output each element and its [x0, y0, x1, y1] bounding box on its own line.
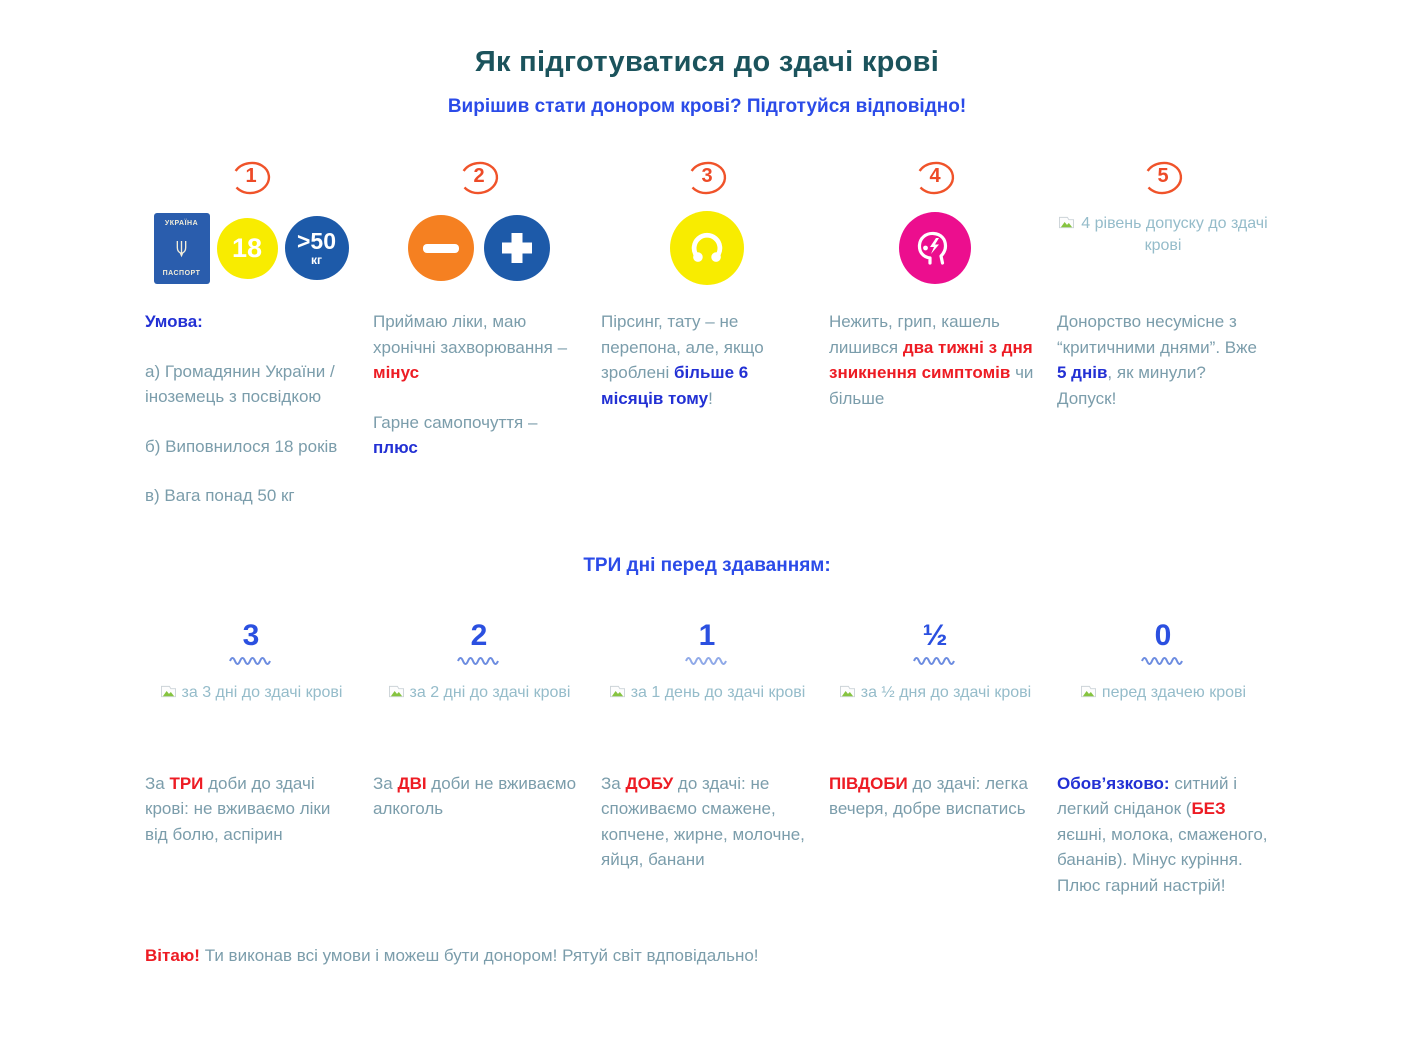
- day2-text: За ДВІ доби не вживаємо алкоголь: [373, 773, 577, 818]
- step1-heading: Умова:: [145, 312, 203, 331]
- day-number-block: [1057, 618, 1269, 671]
- step-column-3: [601, 158, 813, 509]
- day-caption: [373, 683, 585, 741]
- step4-icons: [829, 211, 1041, 285]
- wavy-underline-icon: [912, 653, 958, 666]
- wavy-underline-icon: [684, 653, 730, 666]
- day0-text: Обов’язково: ситний і легкий сніданок (БЕЗ яєшні, молока, смаженого, бананів). Мінус куріння. Плюс гарний настрій!: [1057, 773, 1268, 895]
- broken-image-icon: [839, 684, 856, 699]
- day-number: ½: [922, 618, 948, 652]
- day-caption: [601, 683, 813, 741]
- day-column-3: [145, 618, 357, 899]
- step-number: 5: [1157, 165, 1169, 187]
- broken-image-icon: [1058, 215, 1075, 230]
- day-number: 0: [1154, 618, 1172, 652]
- day-caption-text: за ½ дня до здачі крові: [860, 683, 1032, 701]
- passport-icon: [154, 213, 210, 284]
- plus-icon: [484, 215, 550, 281]
- day-number-block: [145, 618, 357, 671]
- day3-text: За ТРИ доби до здачі крові: не вживаємо ліки від болю, аспірин: [145, 773, 331, 844]
- day-caption-text: за 3 дні до здачі крові: [181, 683, 343, 701]
- passport-country-label: УКРАЇНА: [164, 219, 199, 227]
- step1-icons: [145, 211, 357, 285]
- broken-image-icon: [1080, 684, 1097, 699]
- trident-icon: [174, 239, 189, 258]
- day-column-2: [373, 618, 585, 899]
- passport-doc-label: ПАСПОРТ: [162, 269, 201, 277]
- day-half-text: ПІВДОБИ до здачі: легка вечеря, добре виспатись: [829, 773, 1028, 818]
- day-number-block: [601, 618, 813, 671]
- head-with-lightning-glyph: [913, 226, 957, 270]
- minus-icon: [408, 215, 474, 281]
- days-row: [145, 618, 1269, 899]
- day-number-block: [373, 618, 585, 671]
- weight-unit: кг: [310, 253, 322, 267]
- step2-para-2: Гарне самопочуття – плюс: [373, 412, 538, 457]
- day-caption-text: перед здачею крові: [1101, 683, 1247, 701]
- sick-head-icon: [899, 212, 971, 284]
- broken-image-icon: [160, 684, 177, 699]
- piercing-ring-glyph: [686, 227, 728, 269]
- step1-para-b: б) Виповнилося 18 років: [145, 436, 338, 456]
- step3-icons: [601, 211, 813, 285]
- page-subtitle: Вирішив стати донором крові? Підготуйся відповідно!: [447, 96, 967, 117]
- step1-para-a: а) Громадянин України / іноземець з посвідкою: [145, 361, 335, 406]
- day-number: 2: [470, 618, 488, 652]
- age-18-badge: [217, 218, 278, 279]
- wavy-underline-icon: [456, 653, 502, 666]
- image-alt-text: 4 рівень допуску до здачі крові: [1081, 215, 1268, 254]
- day-number-block: [829, 618, 1041, 671]
- step-number-circle: [684, 158, 730, 198]
- missing-image-placeholder: [1057, 211, 1269, 256]
- page-title: Як підготуватися до здачі крові: [474, 46, 940, 78]
- broken-image-icon: [388, 684, 405, 699]
- day-column-1: [601, 618, 813, 899]
- step2-icons: [373, 211, 585, 285]
- plus-glyph: [497, 228, 537, 268]
- step4-para: Нежить, грип, кашель лишився два тижні з дня зникнення симптомів чи більше: [829, 312, 1034, 408]
- day1-text: За ДОБУ до здачі: не споживаємо смажене, копчене, жирне, молочне, яйця, банани: [601, 773, 805, 869]
- step1-para-c: в) Вага понад 50 кг: [145, 486, 295, 505]
- day-column-0: [1057, 618, 1269, 899]
- piercing-icon: [670, 211, 744, 285]
- wavy-underline-icon: [1140, 653, 1186, 666]
- step-column-5: [1057, 158, 1269, 509]
- step-number: 2: [473, 165, 485, 187]
- day-number: 3: [242, 618, 260, 652]
- day-number: 1: [698, 618, 716, 652]
- footer-congratulation: Вітаю! Ти виконав всі умови і можеш бути донором! Рятуй світ вдповідально!: [145, 946, 759, 965]
- day-caption: [829, 683, 1041, 741]
- broken-image-icon: [609, 684, 626, 699]
- step-number-circle: [228, 158, 274, 198]
- step-column-4: [829, 158, 1041, 509]
- step5-para: Донорство несумісне з “критичними днями”. Вже 5 днів, як минули? Допуск!: [1057, 312, 1257, 408]
- step3-para: Пірсинг, тату – не перепона, але, якщо зроблені більше 6 місяців тому!: [601, 312, 764, 408]
- steps-row: [145, 158, 1269, 509]
- step-number: 1: [245, 165, 257, 187]
- weight-over-50-badge: [285, 216, 349, 280]
- wavy-underline-icon: [228, 653, 274, 666]
- step-number-circle: [1140, 158, 1186, 198]
- section-title: ТРИ дні перед здаванням:: [583, 554, 831, 576]
- day-caption-text: за 1 день до здачі крові: [630, 683, 806, 701]
- step-number-circle: [456, 158, 502, 198]
- step-number: 3: [701, 165, 713, 187]
- day-column-half: [829, 618, 1041, 899]
- day-caption: [145, 683, 357, 741]
- step5-icons: [1057, 211, 1269, 285]
- day-caption: [1057, 683, 1269, 741]
- step-number-circle: [912, 158, 958, 198]
- age-18-label: 18: [231, 232, 263, 263]
- step2-para-1: Приймаю ліки, маю хронічні захворювання – мінус: [373, 312, 568, 382]
- step-number: 4: [929, 165, 941, 187]
- step-column-2: [373, 158, 585, 509]
- step-column-1: [145, 158, 357, 509]
- weight-value: >50: [296, 228, 336, 254]
- day-caption-text: за 2 дні до здачі крові: [409, 683, 571, 701]
